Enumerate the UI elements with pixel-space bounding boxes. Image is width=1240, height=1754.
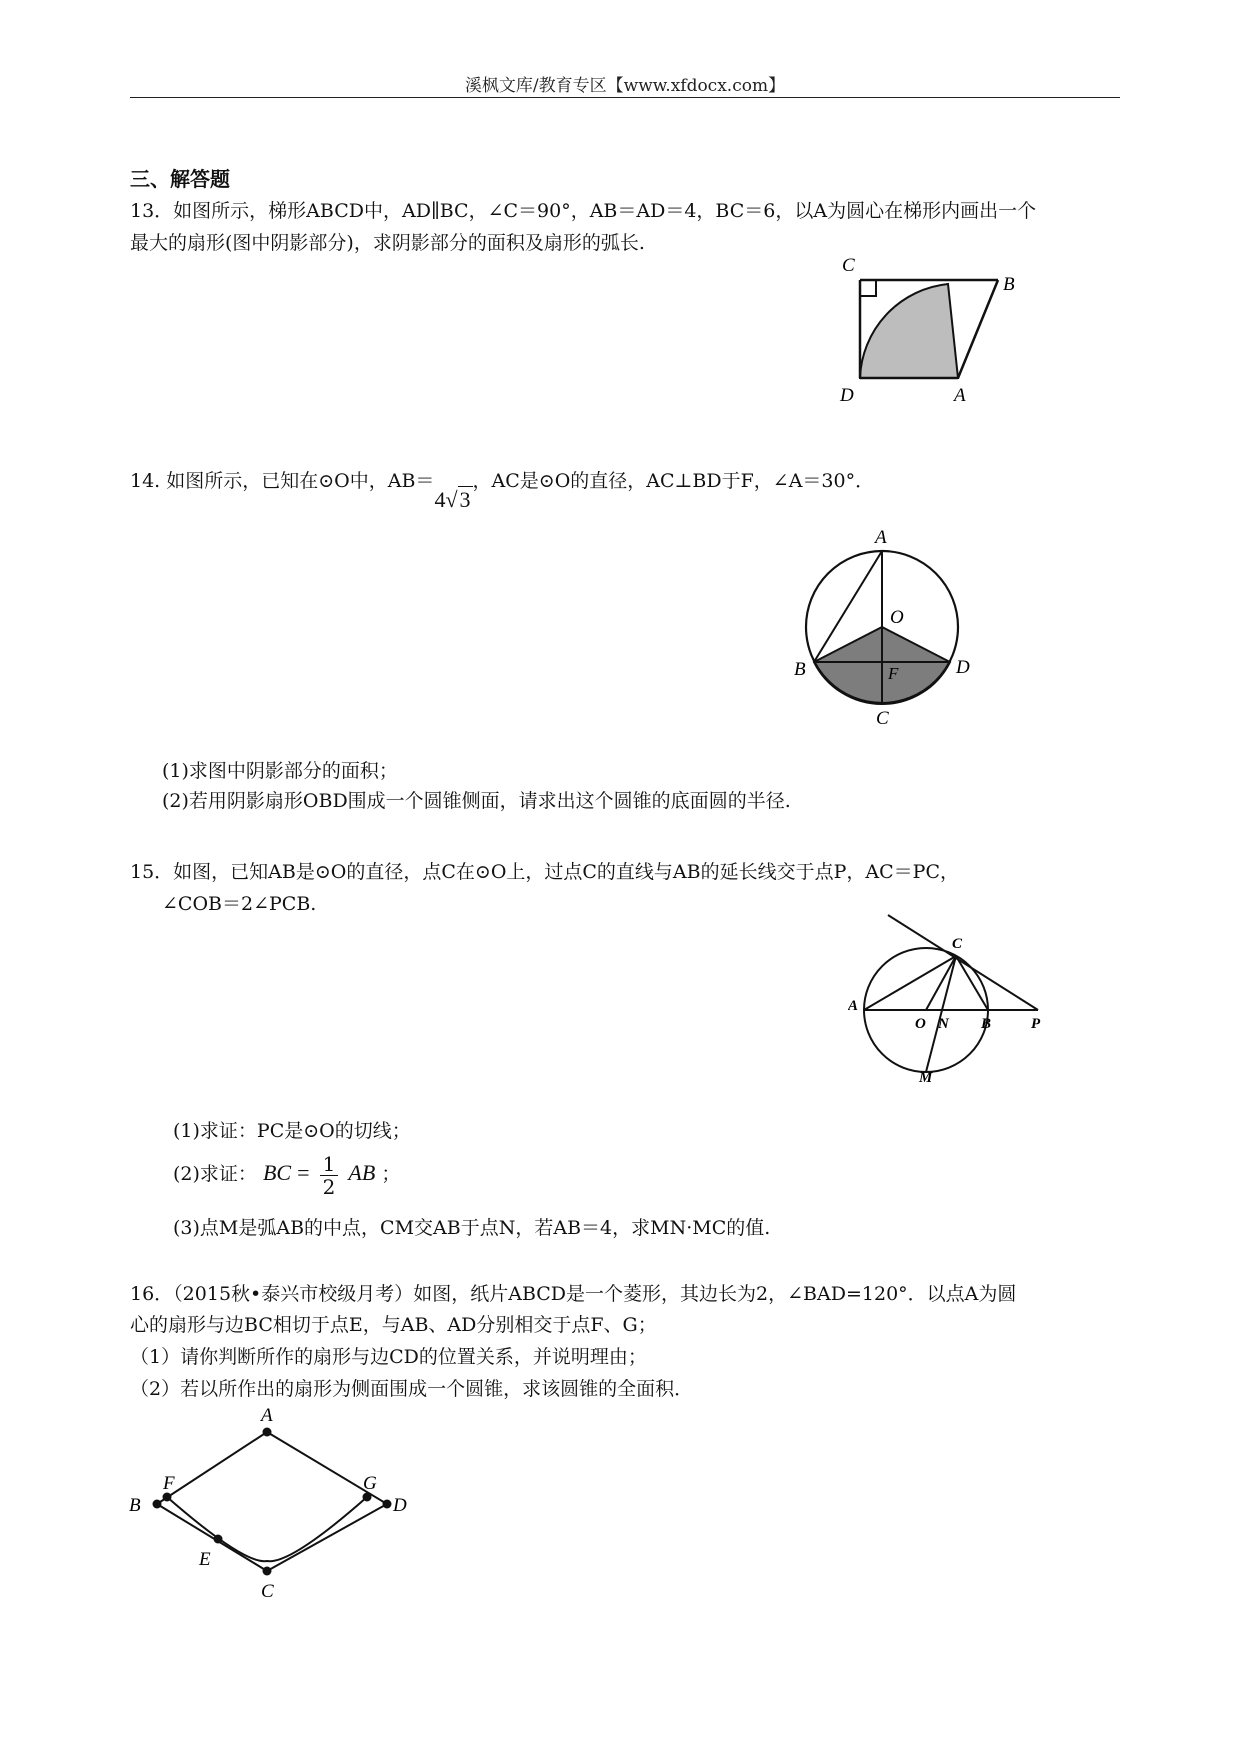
q14-suffix: ，AC是⊙O的直径，AC⊥BD于F，∠A＝30°． <box>472 470 875 492</box>
q16-side-dc <box>267 1504 387 1571</box>
q15-sub2-equals: = <box>297 1160 310 1185</box>
q15-line2: ∠COB＝2∠PCB. <box>162 893 317 915</box>
q16-line2: 心的扇形与边BC相切于点E，与AB、AD分别相交于点F、G； <box>130 1314 657 1336</box>
q15-label-m: M <box>919 1070 933 1086</box>
q14-sqrt-coefficient: 4 <box>434 487 446 512</box>
q14-stem <box>130 466 875 512</box>
q14-label-b: B <box>794 659 806 680</box>
q14-label-f: F <box>888 664 899 683</box>
q13-line2: 最大的扇形(图中阴影部分)，求阴影部分的面积及扇形的弧长. <box>130 232 645 254</box>
q16-label-c: C <box>261 1581 274 1602</box>
q16-sub2: （2）若以所作出的扇形为侧面围成一个圆锥，求该圆锥的全面积． <box>130 1378 694 1400</box>
q16-side-bc <box>157 1504 267 1571</box>
q14-label-d: D <box>956 657 970 678</box>
q16-sub1: （1）请你判断所作的扇形与边CD的位置关系，并说明理由； <box>130 1346 647 1368</box>
section-title: 三、解答题 <box>130 167 230 191</box>
q15-sub2-numerator: 1 <box>320 1153 339 1176</box>
q15-label-o: O <box>915 1016 926 1032</box>
q14-prefix: 14. 如图所示，已知在⊙O中，AB＝ <box>130 470 435 492</box>
q13-right-angle-mark <box>860 280 876 296</box>
page-header: 溪枫文库/教育专区【www.xfdocx.com】 <box>464 76 786 96</box>
q16-label-g: G <box>363 1473 377 1494</box>
q14-circle-figure <box>790 515 990 730</box>
q16-label-e: E <box>199 1549 211 1570</box>
q16-point-b <box>153 1500 162 1509</box>
q13-side-ba <box>958 280 998 378</box>
q13-label-c: C <box>842 255 855 276</box>
q16-point-a <box>263 1428 272 1437</box>
q13-label-b: B <box>1003 274 1015 295</box>
q15-sub1: (1)求证：PC是⊙O的切线； <box>173 1120 411 1142</box>
q13-line1: 13．如图所示，梯形ABCD中，AD∥BC，∠C＝90°，AB＝AD＝4，BC＝6，以A为圆心在梯形内画出一个 <box>130 200 1037 222</box>
q16-label-b: B <box>129 1495 141 1516</box>
q13-label-a: A <box>954 385 966 406</box>
q14-sub2: (2)若用阴影扇形OBD围成一个圆锥侧面，请求出这个圆锥的底面圆的半径. <box>162 790 791 812</box>
q15-label-p: P <box>1031 1016 1041 1032</box>
q14-sqrt-expression: 4√3 <box>434 487 471 512</box>
q14-label-o: O <box>890 607 904 628</box>
q16-label-f: F <box>163 1473 175 1494</box>
header-divider <box>130 97 1120 98</box>
q16-line1: 16．（2015秋•泰兴市校级月考）如图，纸片ABCD是一个菱形，其边长为2，∠BAD=120°．以点A为圆 <box>130 1283 1017 1305</box>
q14-sub1: (1)求图中阴影部分的面积； <box>162 760 398 782</box>
q15-sub2-prefix: (2)求证： <box>173 1163 257 1185</box>
q16-point-e <box>214 1535 223 1544</box>
q15-sub2-rhs: AB <box>348 1160 376 1185</box>
q16-label-a: A <box>261 1405 273 1426</box>
q15-circle-figure <box>848 910 1058 1090</box>
q15-sub2-denominator: 2 <box>322 1174 336 1199</box>
q15-chord-ac <box>864 956 956 1010</box>
q14-sqrt-radicand: 3 <box>459 487 471 512</box>
q16-rhombus-figure <box>125 1405 425 1610</box>
q15-chord-cb <box>956 956 988 1010</box>
q13-shaded-sector <box>860 284 958 378</box>
q15-chord-cm <box>926 956 956 1072</box>
q15-label-a: A <box>848 998 859 1014</box>
q15-tangent-pc <box>888 915 1038 1010</box>
q15-label-c: C <box>952 936 963 952</box>
q14-label-a: A <box>875 527 887 548</box>
q15-label-n: N <box>938 1016 949 1032</box>
q15-sub2-end: ； <box>381 1163 401 1185</box>
q15-sub2 <box>173 1150 400 1198</box>
q15-label-b: B <box>981 1016 992 1032</box>
q16-point-c <box>263 1567 272 1576</box>
q15-sub2-lhs: BC <box>262 1160 292 1185</box>
q16-point-d <box>383 1500 392 1509</box>
q16-label-d: D <box>393 1495 407 1516</box>
q15-line1: 15．如图，已知AB是⊙O的直径，点C在⊙O上，过点C的直线与AB的延长线交于点P，AC＝PC， <box>130 861 959 883</box>
q13-trapezoid-figure <box>820 252 1040 412</box>
q15-sub3: (3)点M是弧AB的中点，CM交AB于点N，若AB＝4，求MN·MC的值. <box>173 1217 771 1239</box>
q14-label-c: C <box>876 708 889 729</box>
q13-label-d: D <box>840 385 854 406</box>
q15-sub2-fraction <box>320 1153 339 1198</box>
